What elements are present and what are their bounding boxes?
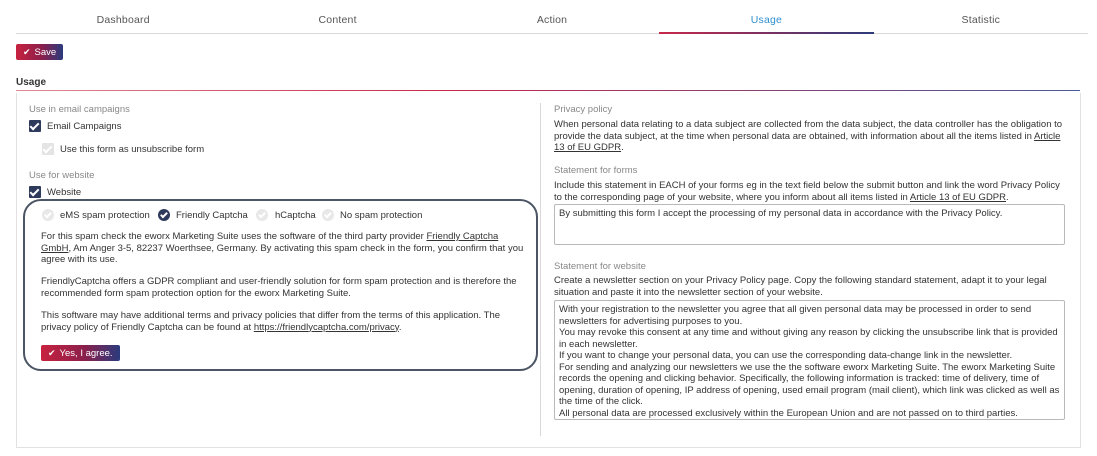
- notice-text-end: , Am Anger 3-5, 82237 Woerthsee, Germany. By activating this spam check in the form, you confirm that you agree with its use.: [41, 242, 524, 265]
- tab-usage[interactable]: Usage: [659, 0, 873, 33]
- agree-button[interactable]: [41, 345, 120, 361]
- website-checkbox[interactable]: [29, 186, 41, 198]
- tab-dashboard[interactable]: Dashboard: [96, 14, 150, 26]
- unsubscribe-form-checkbox[interactable]: [42, 143, 54, 155]
- terms-text: This software may have additional terms and privacy policies that differ from the terms of this application. The privacy policy of Friendly Captcha can be found at: [41, 310, 501, 333]
- privacy-policy-text: [554, 119, 1066, 154]
- column-divider: [540, 103, 541, 436]
- privacy-terms-notice: [41, 310, 529, 333]
- save-button[interactable]: [16, 44, 63, 60]
- radio-no-spam-protection[interactable]: [322, 209, 334, 221]
- statement-for-website-label: Statement for website: [554, 261, 646, 272]
- forms-statement-textarea[interactable]: By submitting this form I accept the processing of my personal data in accordance with the Privacy Policy.: [554, 204, 1065, 245]
- radio-friendly-captcha[interactable]: [158, 209, 170, 221]
- section-divider: [16, 90, 1080, 91]
- statement-for-forms-body: Include this statement in EACH of your forms eg in the text field below the submit button and link the word Privacy Policy to the corresponding page of your website, where you inform about all items listed in: [554, 180, 1060, 203]
- section-title: Usage: [16, 77, 47, 88]
- email-campaigns-checkbox[interactable]: [29, 120, 41, 132]
- friendly-captcha-privacy-link[interactable]: https://friendlycaptcha.com/privacy: [253, 321, 399, 333]
- tab-bar: [16, 0, 1088, 34]
- radio-hcaptcha-label: hCaptcha: [275, 210, 316, 221]
- radio-friendly-captcha-label: Friendly Captcha: [176, 210, 248, 221]
- radio-ems-spam-protection-label: eMS spam protection: [60, 210, 150, 221]
- check-icon: ✔: [48, 347, 56, 358]
- radio-no-spam-protection-label: No spam protection: [340, 210, 423, 221]
- privacy-policy-body: When personal data relating to a data subject are collected from the data subject, the data controller has the obligation to provide the data subject, at the time when personal data are obtained, with information about all the items listed in: [554, 119, 1063, 142]
- friendly-captcha-link[interactable]: Friendly Captcha GmbH: [41, 231, 499, 254]
- website-section-label: Use for website: [29, 170, 95, 181]
- tab-statistic[interactable]: Statistic: [961, 14, 1001, 26]
- website-statement-line: If you want to change your personal data, you can use the corresponding data-change link in the newsletter.: [559, 350, 1013, 361]
- statement-for-website-text: Create a newsletter section on your Privacy Policy page. Copy the following standard statement, adapt it to your legal situation and paste it into the newsletter section of your website.: [554, 275, 1047, 298]
- radio-hcaptcha[interactable]: [256, 209, 268, 221]
- email-campaigns-label: Email Campaigns: [47, 121, 122, 132]
- check-icon: ✔: [23, 46, 31, 57]
- radio-ems-spam-protection[interactable]: [42, 209, 54, 221]
- privacy-policy-label: Privacy policy: [554, 104, 613, 115]
- website-statement-textarea[interactable]: [554, 300, 1065, 420]
- terms-text-end: .: [398, 321, 402, 333]
- statement-for-forms-label: Statement for forms: [554, 165, 638, 176]
- article-13-forms-link[interactable]: Article 13 of EU GDPR: [909, 191, 1007, 203]
- save-button-label: Save: [34, 46, 57, 58]
- article-13-link[interactable]: Article 13 of EU GDPR: [554, 130, 1061, 153]
- website-statement-line: All personal data are processed exclusively within the European Union and are not passed on to third parties.: [559, 407, 1018, 419]
- notice-text: For this spam check the eworx Marketing Suite uses the software of the third party provider: [41, 231, 427, 242]
- friendly-captcha-notice: [41, 231, 527, 266]
- statement-for-forms-text: [554, 180, 1066, 203]
- tab-content[interactable]: Content: [318, 14, 357, 26]
- agree-button-label: Yes, I agree.: [59, 347, 113, 359]
- email-campaigns-section-label: Use in email campaigns: [29, 104, 130, 115]
- statement-for-forms-end: .: [1006, 191, 1009, 203]
- friendly-captcha-description: FriendlyCaptcha offers a GDPR compliant and user-friendly solution for form spam protection and is therefore the recommended form spam protection option for the eworx Marketing Suite.: [41, 276, 517, 299]
- privacy-policy-end: .: [621, 142, 624, 153]
- unsubscribe-form-label: Use this form as unsubscribe form: [60, 144, 205, 155]
- website-label: Website: [47, 187, 82, 198]
- website-statement-line: With your registration to the newsletter you agree that all given personal data may be processed in order to send newsletters for advertising purposes to you.: [559, 304, 1032, 327]
- website-statement-line: You may revoke this consent at any time and without giving any reason by clicking the unsubscribe link that is provided in each newsletter.: [559, 327, 1058, 350]
- tab-action[interactable]: Action: [536, 14, 568, 26]
- website-statement-line: For sending and analyzing our newsletters we use the the software eworx Marketing Suite. The eworx Marketing Suite records the opening and clicking behavior. Specifically, the following information is tracked: time of delivery, time of opening, duration of opening, IP address of opening, used email program (mail client), which link was clicked as well as the time of the click.: [559, 361, 1060, 407]
